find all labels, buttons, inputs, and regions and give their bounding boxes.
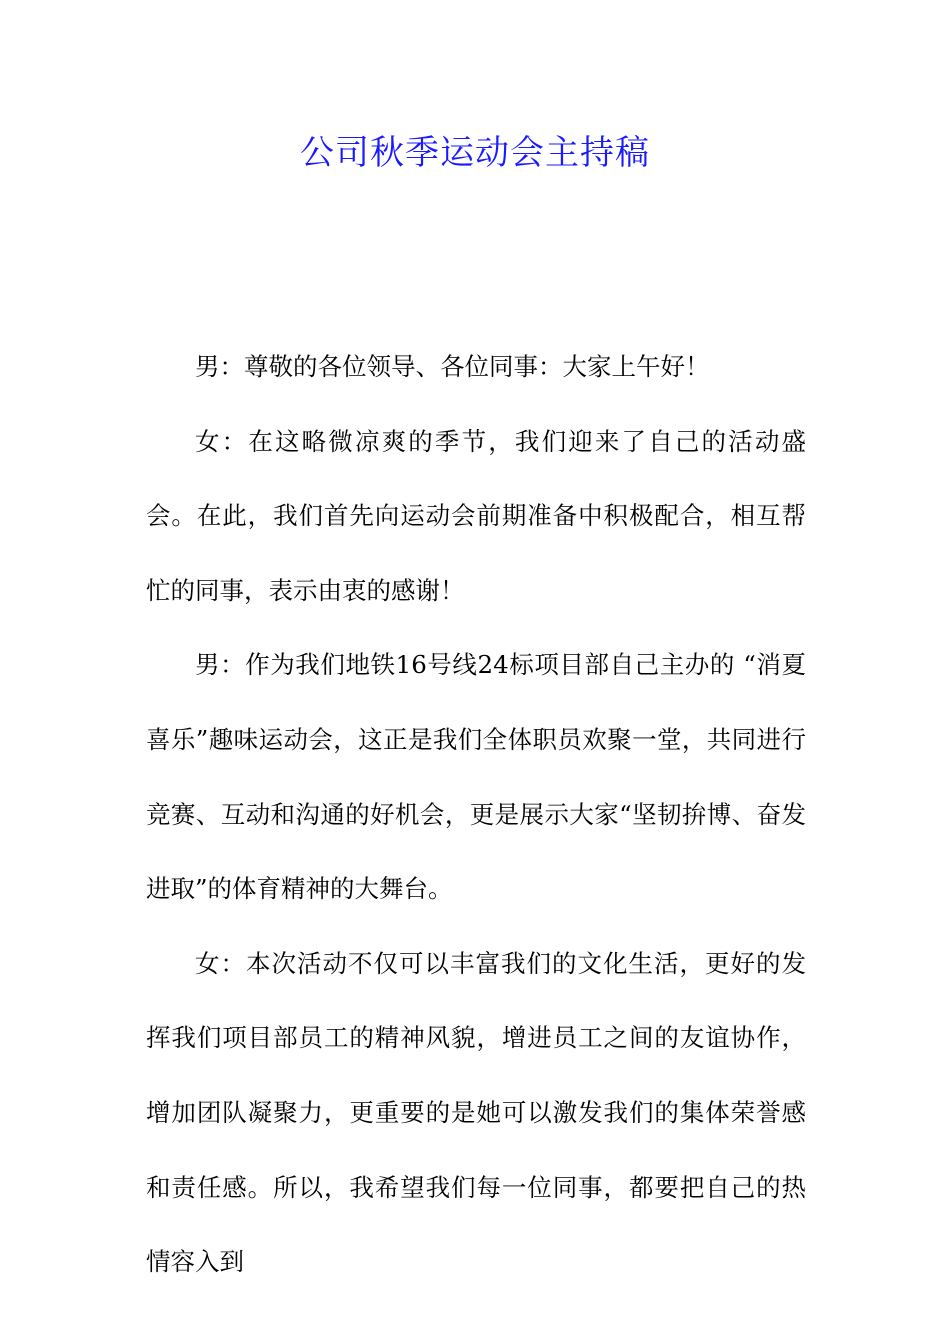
paragraph-event-purpose: 女：本次活动不仅可以丰富我们的文化生活，更好的发挥我们项目部员工的精神风貌，增进员工之间的友谊协作，增加团队凝聚力，更重要的是她可以激发我们的集体荣誉感和责任感。所以，我希望我们每一位同事，都要把自己的热情容入到 (146, 948, 806, 1277)
paragraph-greeting: 男：尊敬的各位领导、各位同事：大家上午好！ (195, 352, 710, 381)
document-title: 公司秋季运动会主持稿 (300, 133, 650, 173)
document-body (146, 330, 806, 1300)
paragraph-thanks: 女：在这略微凉爽的季节，我们迎来了自己的活动盛会。在此，我们首先向运动会前期准备中积极配合，相互帮忙的同事，表示由衷的感谢！ (146, 426, 806, 605)
paragraph-event-intro: 男：作为我们地铁16号线24标项目部自己主办的 “消夏喜乐”趣味运动会，这正是我们全体职员欢聚一堂，共同进行竞赛、互动和沟通的好机会，更是展示大家“坚韧拚博、奋发进取”的体育精神的大舞台。 (146, 650, 806, 904)
